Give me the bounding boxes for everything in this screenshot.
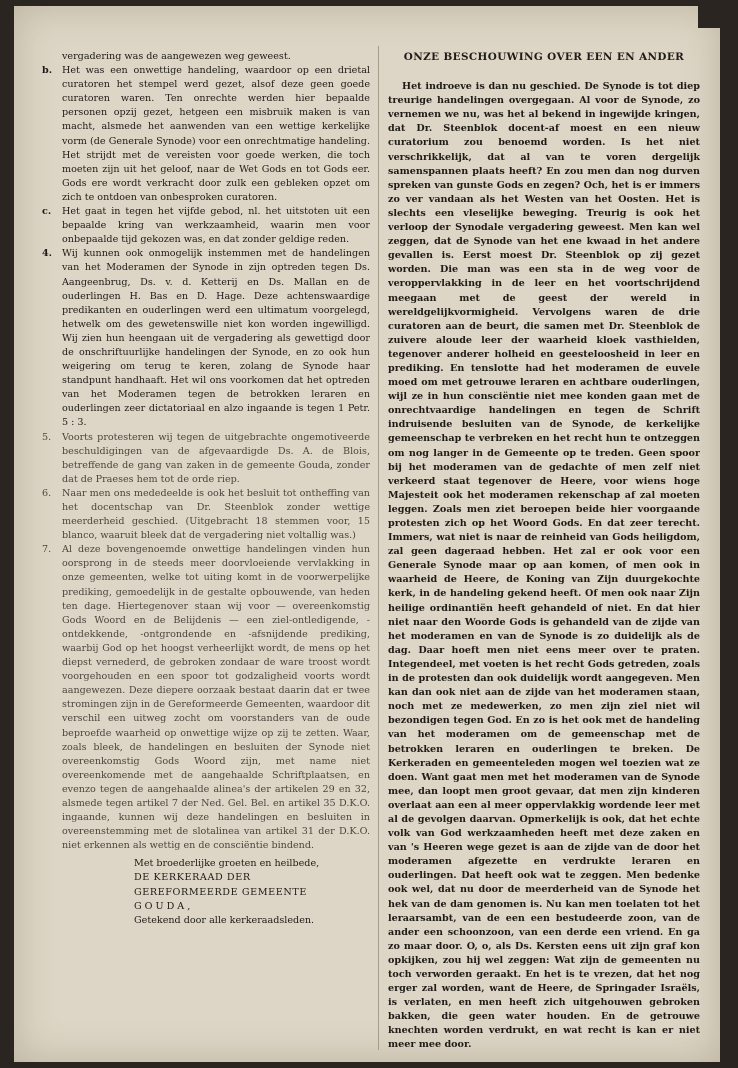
item-label: b. (42, 65, 53, 77)
item-text: Het was een onwettige handeling, waardoor op een drietal curatoren het stempel werd gezet, alsof deze geen goede curatoren waren. Ten onrechte werden hier bepaalde personen opzij gezet, hetgeen een misbruik maken is van macht, alsmede het aanwenden van een wettige kerkelijke vorm (de Generale Synode) voor een onrechtmatige handeling. Het strijdt met de vereisten voor goede werken, die toch moeten zijn uit het geloof, naar de Wet Gods en tot Gods eer. Gods ere wordt verkracht door zulk een gebleken opzet om zich te ontdoen van onbesproken curatoren. (62, 65, 370, 203)
item-label: c. (42, 206, 52, 218)
item-text: Al deze bovengenoemde onwettige handelingen vinden hun oorsprong in de steeds meer doorvloeiende vervlakking in onze gemeenten, welke tot uiting komt in de voorwerpelijke prediking, gemoedelijk in de gestalte opbouwende, van heden ten dage. Hiertegenover staan wij voor — overeenkomstig Gods Woord en de Belijdenis — een ziel-ontledigende, -ontdekkende, -ontgrondende en -afsnijdende prediking, waarbij God op het hoogst verheerlijkt wordt, de mens op het diepst vernederd, de gebroken zondaar de ware troost wordt voorgehouden en een spoor tot godzaligheid voorts wordt aangewezen. Deze diepere oorzaak bestaat daarin dat er twee stromingen zijn in de Gereformeerde Gemeenten, waardoor dit verschil een uitweg zocht om voorstanders van de oude beproefde waarheid op onwettige wijze op zij te zetten. Waar, zoals bleek, de handelingen en besluiten der Synode niet overeenkomstig Gods Woord zijn, met name niet overeenkomende met de aangehaalde Schriftplaatsen, en evenzo tegen de aangehaalde alinea's der artikelen 29 en 32, alsmede tegen artikel 7 der Ned. Gel. Bel. en artikel 35 D.K.O. ingaande, kunnen wij deze handelingen en besluiten in overeenstemming met de slotalinea van artikel 31 der D.K.O. niet erkennen als wettig en de consciëntie bindend. (62, 544, 370, 852)
list-item-5 (42, 431, 370, 487)
closing-org-line1: DE KERKERAAD DER (134, 872, 251, 884)
list-item-6 (42, 487, 370, 543)
item-label: 5. (42, 431, 52, 443)
torn-corner (698, 6, 720, 28)
list-item-7 (42, 543, 370, 853)
closing-signed: Getekend door alle kerkeraadsleden. (134, 914, 315, 926)
signature-block (134, 857, 370, 927)
left-lead-line: vergadering was de aangewezen weg geweest. (62, 51, 291, 62)
item-label: 4. (42, 248, 53, 260)
item-text: Wij kunnen ook onmogelijk instemmen met de handelingen van het Moderamen der Synode in zijn optreden tegen Ds. Aangeenbrug, Ds. v. d. Ketterij en Ds. Mallan en de ouderlingen H. Bas en D. Hage. Deze achtenswaardige predikanten en ouderlingen werd een ultimatum voorgelegd, hetwelk om des gewetenswille niet kon worden ingewilligd. Wij zien hun heengaan uit de vergadering als gewettigd door de onschriftuurlijke handelingen der Synode, en zo ook hun weigering om terug te keren, zolang de Synode haar standpunt handhaaft. Het wil ons voorkomen dat het optreden van het Moderamen tegen de betrokken leraren en ouderlingen zeer dictatoriaal en alzo ingaande is tegen 1 Petr. 5 : 3. (62, 248, 370, 429)
item-text: Het gaat in tegen het vijfde gebod, nl. het uitstoten uit een bepaalde kring van werkzaamheid, waarin men voor onbepaalde tijd gekozen was, en dat zonder geldige reden. (62, 206, 370, 246)
closing-greeting: Met broederlijke groeten en heilbede, (134, 858, 320, 870)
item-label: 6. (42, 487, 52, 499)
list-item-4 (42, 247, 370, 430)
article-paragraph: Het indroeve is dan nu geschied. De Synode is tot diep treurige handelingen overgegaan. Al voor de Synode, zo vernemen we nu, was het al bekend in ingewijde kringen, dat Dr. Steenblok docent-af moest en een nieuw curatorium zou benoemd worden. Is het niet verschrikkelijk, dat al van te voren dergelijk samenspannen plaats heeft? En zou men dan nog durven spreken van gunste Gods en zegen? Och, het is er immers zo ver vandaan als het Westen van het Oosten. Het is slechts een vleselijke beweging. Treurig is ook het verloop der Synodale vergadering geweest. Men kan wel zeggen, dat de Synode van het ene kwaad in het andere gevallen is. Eerst moest Dr. Steenblok op zij gezet worden. Die man was een sta in de weg voor de veroppervlakking in de leer en het voortschrijdend meegaan met de geest der wereld in wereldgelijkvormigheid. Vervolgens waren de drie curatoren aan de beurt, die samen met Dr. Steenblok de zuivere aloude leer der waarheid kloek vasthielden, tegenover anderer holheid en geesteloosheid in leer en prediking. En tenslotte had het moderamen de euvele moed om met getrouwe leraren en achtbare ouderlingen, wijl ze in hun consciëntie niet mee konden gaan met de onrechtvaardige handelingen en tegen de Schrift indruisende besluiten van de Synode, de kerkelijke gemeenschap te verbreken en het recht hun te ontzeggen om nog langer in de Gemeente op te treden. Geen spoor bij het moderamen van de gedachte of men zelf niet verkeerd staat tegenover de Heere, voor wiens hoge Majesteit ook het moderamen rekenschap af zal moeten leggen. Zoals men ziet beroepen beide hier voorgaande protesten zich op het Woord Gods. En dat zeer terecht. Immers, wat niet is naar de reinheid van Gods heiligdom, zal geen dageraad hebben. Het zal er ook voor een Generale Synode maar op aan komen, of men ook in waarheid de Heere, de Koning van Zijn duurgekochte kerk, in de handeling gekend heeft. Of men ook naar Zijn heilige ordinantiën heeft gehandeld of niet. En dat hier niet naar den Woorde Gods is gehandeld van de zijde van het moderamen en van de Synode is zo duidelijk als de dag. Daar hoeft men niet eens meer over te praten. Integendeel, met voeten is het recht Gods getreden, zoals in de protesten dan ook duidelijk wordt aangegeven. Men kan dan ook niet aan de zijde van het moderamen staan, noch met ze medewerken, zo men zijn ziel niet wil bezondigen tegen God. En zo is het ook met de handeling van het moderamen om de gemeenschap met de betrokken leraren en ouderlingen te breken. De Kerkeraden en gemeenteleden mogen wel toezien wat ze doen. Want gaat men met het moderamen van de Synode mee, dan loopt men groot gevaar, dat men zijn kinderen overlaat aan een al meer oppervlakkig wordende leer met al de gevolgen daarvan. Opmerkelijk is ook, dat het echte volk van God werkzaamheden heeft met deze zaken en van 's Heeren wege gezet is aan de zijde van de door het moderamen afgezette en verdrukte leraren en ouderlingen. Dat heeft ook wat te zeggen. Men bedenke ook wel, dat nu door de meerderheid van de Synode het hek van de dam genomen is. Nu kan men toelaten tot het leraarsambt, van de een een bestudeerde zoon, van de ander een schoonzoon, van een derde een vriend. En ga zo maar door. O, o, als Ds. Kersten eens uit zijn graf kon opkijken, zou hij wel zeggen: Wat zijn de gemeenten nu toch verworden geraakt. En het is te vrezen, dat het nog erger zal worden, want de Heere, de Springader Israëls, is verlaten, en men heeft zich uitgehouwen gebroken bakken, die geen water houden. En de getrouwe knechten worden verdrukt, en wat recht is kan er niet meer mee door. (388, 81, 700, 1051)
article-heading: ONZE BESCHOUWING OVER EEN EN ANDER (403, 51, 685, 63)
newspaper-page (14, 6, 720, 1062)
left-column (42, 50, 370, 1052)
list-item-c (42, 205, 370, 247)
closing-org-line2: GEREFORMEERDE GEMEENTE (134, 886, 307, 898)
item-text: Naar men ons mededeelde is ook het besluit tot ontheffing van het docentschap van Dr. Steenblok zonder wettige meerderheid geschied. (Uitgebracht 18 stemmen voor, 15 blanco, waaruit bleek dat de vergadering niet voltallig was.) (62, 487, 370, 542)
column-divider (378, 46, 379, 1050)
item-text: Voorts protesteren wij tegen de uitgebrachte ongemotiveerde beschuldigingen van de afgevaardigde Ds. A. de Blois, betreffende de gang van zaken in de gemeente Gouda, zonder dat de Praeses hem tot de orde riep. (62, 431, 370, 485)
list-item-b (42, 64, 370, 205)
item-label: 7. (42, 544, 52, 556)
closing-city: GOUDA, (134, 900, 194, 912)
right-column (388, 50, 700, 1052)
